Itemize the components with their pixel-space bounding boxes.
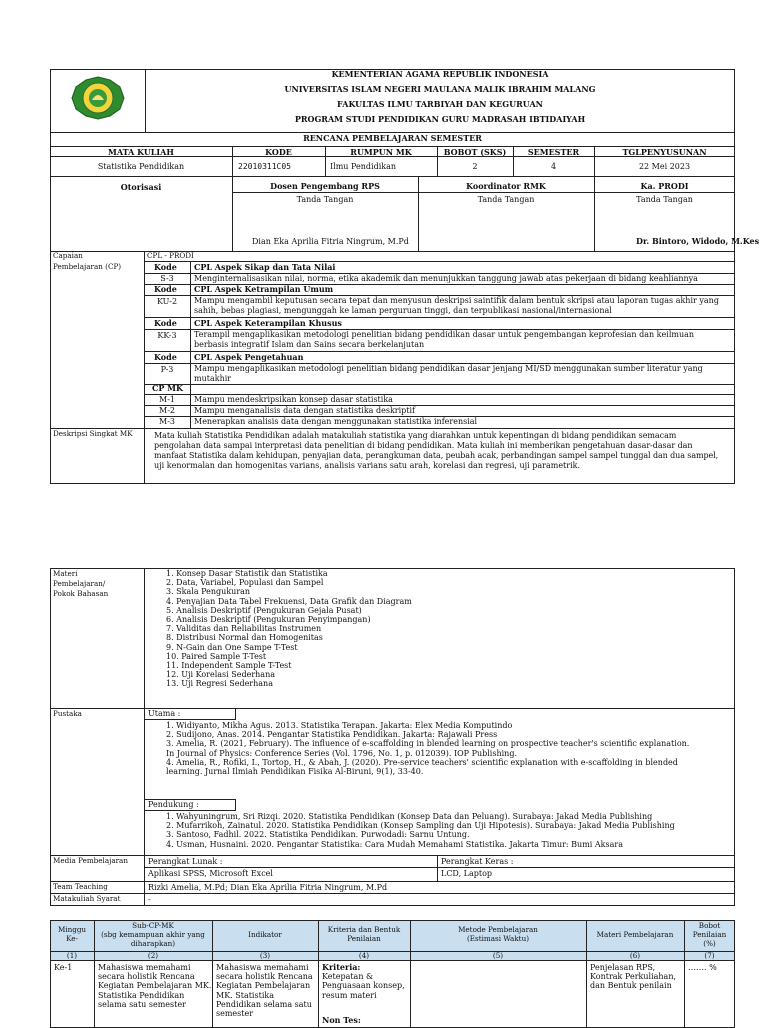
cpl-group-title-umum: CPL Aspek Ketrampilan Umum [194,284,334,294]
cpmk-code-m3: M-3 [159,417,175,426]
team-value: Rizki Amelia, M.Pd; Dian Eka Aprilia Fitria Ningrum, M.Pd [148,883,388,892]
cp-label-2: Pembelajaran (CP) [53,262,122,271]
list-item: 2. Sudijono, Anas. 2014. Pengantar Statistika Pendidikan. Jakarta: Rajawali Press [166,730,498,740]
description-line-4: uji kenormalan dan homogenitas varians, analisis varians satu arah, korelasi dan regresi, uji parametrik. [154,461,581,470]
course-header-tgl: TGLPENYUSUNAN [622,147,707,157]
bobot-value: ……. % [688,963,717,972]
course-rumpun: Ilmu Pendidikan [330,162,397,171]
kode-label-1: Kode [154,262,177,272]
col-number-5: (5) [492,951,504,960]
cpmk-code-m2: M-2 [159,406,175,415]
kode-label-3: Kode [154,318,177,328]
materi-line: Penjelasan RPS, [590,963,656,972]
pendukung-list [166,812,675,849]
course-date: 22 Mei 2023 [638,162,691,171]
cpl-group-title-sikap: CPL Aspek Sikap dan Tata Nilai [194,262,336,272]
subcp-text [98,963,211,1009]
kode-label-4: Kode [154,352,177,362]
indikator-line: MK. Statistika [216,990,274,1000]
utama-label: Utama : [148,709,181,718]
list-item: 3. Santoso, Fadhil. 2022. Statistika Pendidikan. Purwodadi: Sarnu Untung. [166,830,470,840]
list-item: 3. Skala Pengukuran [166,587,251,597]
course-header-bobot: BOBOT (SKS) [443,147,507,157]
list-item: 1. Wahyuningrum, Sri Rizqi. 2020. Statistika Pendidikan (Konsep Data dan Peluang). Surabaya: Jakad Media Publishing [166,812,653,821]
col-number-3: (3) [259,951,271,960]
kriteria-line: Penguasaan konsep, [322,981,405,991]
weekly-header-indikator: Indikator [248,930,282,939]
list-item: 1. Widiyanto, Mikha Agus. 2013. Statistika Terapan. Jakarta: Elex Media Komputindo [166,721,513,730]
weekly-header-bobot-3: (%) [703,939,716,948]
kode-label-2: Kode [154,284,177,294]
materi-text [590,963,676,991]
sign-label-dosen: Tanda Tangan [296,195,354,204]
kaprodi-name: Dr. Bintoro, Widodo, M.Kes [636,236,760,246]
list-item: 13. Uji Regresi Sederhana [166,679,273,689]
list-item: 4. Usman, Husnaini. 2020. Pengantar Statistika: Cara Mudah Memahami Statistika. Jakarta Timur: Bumi Aksara [166,839,623,849]
cpl-text-kk3-line1: Terampil mengaplikasikan metodologi penelitian bidang pendidikan dasar untuk pengembangan keprofesian dan keilmuan [194,330,695,339]
indikator-text [216,963,313,1018]
cpmk-text-m2: Mampu menganalisis data dengan statistika deskriptif [194,406,416,415]
kriteria-line: resum materi [322,990,377,1000]
weekly-header-materi: Materi Pembelajaran [596,930,674,939]
indikator-line: Pendidikan selama satu [216,999,312,1009]
cp-label-1: Capaian [53,251,83,260]
university-logo [70,76,126,120]
institution-header [145,69,735,132]
week-number: Ke-1 [54,963,73,972]
col-number-2: (2) [147,951,159,960]
weekly-header-kriteria-2: Penilaian [347,934,381,943]
weekly-header-bobot-1: Bobot [698,921,721,930]
indikator-line: secara holistik Rencana [216,972,313,982]
course-header-kode: KODE [265,147,292,157]
list-item: 9. N-Gain dan One Sampe T-Test [166,642,298,652]
course-header-semester: SEMESTER [527,147,580,157]
list-item: 7. Validitas dan Reliabilitas Instrumen [166,624,322,634]
course-sks: 2 [472,162,478,171]
cpl-text-ku2-line2: sahih, bebas plagiasi, mengunggah ke laman perguruan tinggi, dan terpublikasi nasional/internasional [194,306,612,315]
cpl-code-p3: P-3 [160,365,174,374]
weekly-header-subcp-1: Sub-CP-MK [132,921,174,930]
weekly-header-bobot-2: Penilaian [692,930,727,939]
list-item: 5. Analisis Deskriptif (Pengukuran Gejala Pusat) [166,605,362,615]
indikator-line: Mahasiswa memahami [216,963,309,972]
course-name: Statistika Pendidikan [97,162,185,171]
course-header-rumpun: RUMPUN MK [350,147,412,157]
syarat-value: - [148,895,151,904]
indikator-line: semester [216,1009,254,1019]
weekly-header-subcp-2: (sbg kemampuan akhir yang [101,930,205,939]
weekly-header-kriteria-1: Kriteria dan Bentuk [327,925,401,934]
materi-list [166,569,412,689]
materi-label-3: Pokok Bahasan [53,589,109,598]
weekly-header-minggu-2: Ke- [66,934,78,943]
sign-label-koordinator: Tanda Tangan [477,195,535,204]
materi-label-2: Pembelajaran/ [53,579,106,588]
software-label: Perangkat Lunak : [148,857,223,866]
list-item: 12. Uji Korelasi Sederhana [166,670,275,680]
col-number-7: (7) [704,951,715,960]
cpmk-label: CP MK [152,383,183,393]
kriteria-title: Kriteria: [322,962,361,972]
col-number-4: (4) [358,951,370,960]
document-title: RENCANA PEMBELAJARAN SEMESTER [303,133,482,143]
list-item: 4. Penyajian Data Tabel Frekuensi, Data Grafik dan Diagram [166,596,412,606]
description-line-2: pengolahan data sampai interpretasi data penelitian di bidang pendidikan. Mata kuliah ini memberikan pengetahuan dasar-dasar dan [154,441,693,450]
kriteria-text [322,963,405,1000]
weekly-header-metode-1: Metode Pembelajaran [458,925,538,934]
subcp-line: Mahasiswa memahami [98,963,191,972]
weekly-header-minggu-1: Minggu [57,925,87,934]
list-item: 11. Independent Sample T-Test [166,661,292,671]
cpl-group-title-khusus: CPL Aspek Keterampilan Khusus [194,318,342,328]
list-item: learning. Jurnal Ilmiah Pendidikan Fisika Al-Biruni, 9(1), 33-40. [166,767,424,777]
cpmk-text-m1: Mampu mendeskripsikan konsep dasar statistika [194,395,393,404]
list-item: 6. Analisis Deskriptif (Pengukuran Penyimpangan) [166,615,371,625]
pendukung-label: Pendukung : [148,800,199,809]
software-value: Aplikasi SPSS, Microsoft Excel [148,869,273,878]
hardware-label: Perangkat Keras : [441,857,514,866]
cpl-text-p3-line2: mutakhir [194,374,232,383]
list-item: 2. Mufarrikoh, Zainatul. 2020. Statistika Pendidikan (Konsep Sampling dan Uji Hipotesis). Surabaya: Jakad Media Publishing [166,821,675,831]
header-line-2: UNIVERSITAS ISLAM NEGERI MAULANA MALIK IBRAHIM MALANG [284,84,596,94]
utama-list [166,721,689,776]
materi-line: dan Bentuk penilain [590,981,672,991]
subcp-line: secara holistik Rencana [98,972,195,982]
authorization-label: Otorisasi [120,182,162,192]
weekly-header-metode-2: (Estimasi Waktu) [466,934,530,943]
cpl-code-s3: S-3 [160,274,174,283]
hardware-value: LCD, Laptop [441,869,493,878]
cpl-code-kk3: KK-3 [157,331,177,340]
materi-line: Kontrak Perkuliahan, [590,972,677,982]
cpl-text-ku2-line1: Mampu mengambil keputusan secara tepat dan menyusun deskripsi saintifik dalam bentuk skripsi atau laporan tugas akhir yang [194,296,719,305]
subcp-line: Kegiatan Pembelajaran MK. [98,981,212,991]
list-item: 3. Amelia, R. (2021, February). The influence of e-scaffolding in blended learning on prospective teacher's scientific explanation. [166,739,690,749]
dosen-name: Dian Eka Aprilia Fitria Ningrum, M.Pd [252,237,409,246]
auth-header-dosen: Dosen Pengembang RPS [270,181,380,191]
description-line-1: Mata kuliah Statistika Pendidikan adalah matakuliah statistika yang diarahkan untuk kepentingan di bidang pendidikan semacam [154,431,677,440]
auth-header-kaprodi: Ka. PRODI [640,181,689,191]
cp-section [50,251,735,428]
nontes-label: Non Tes: [322,1015,361,1025]
cpmk-code-m1: M-1 [159,395,175,404]
header-line-4: PROGRAM STUDI PENDIDIKAN GURU MADRASAH IBTIDAIYAH [294,114,586,124]
indikator-line: Kegiatan Pembelajaran [216,981,311,991]
subcp-line: selama satu semester [98,999,186,1009]
team-label: Team Teaching [53,882,108,891]
kriteria-line: Ketepatan & [322,972,374,982]
header-line-3: FAKULTAS ILMU TARBIYAH DAN KEGURUAN [337,99,543,109]
sign-label-kaprodi: Tanda Tangan [636,195,693,204]
header-line-1: KEMENTERIAN AGAMA REPUBLIK INDONESIA [331,69,549,79]
cpl-prodi-label: CPL - PRODI [147,251,194,260]
document-title-row [50,133,735,145]
materi-label-1: Materi [53,569,78,578]
subcp-line: Statistika Pendidikan [98,990,185,1000]
col-number-6: (6) [629,951,641,960]
list-item: 2. Data, Variabel, Populasi dan Sampel [166,578,324,588]
media-label: Media Pembelajaran [53,856,128,865]
weekly-header-subcp-3: diharapkan) [130,939,176,948]
description-line-3: manfaat Statistika dalam kehidupan, penyajian data, perangkuman data, peubah acak, perbandingan sampel sampel tunggal dan dua sampel, [154,451,719,460]
course-semester: 4 [550,162,557,171]
col-number-1: (1) [66,951,78,960]
cpmk-text-m3: Menerapkan analisis data dengan menggunakan statistika inferensial [194,417,478,426]
list-item: 4. Amelia, R., Rofiki, I., Tortop, H., & Abah, J. (2020). Pre-service teachers' scientific explanation with e-scaffolding in blended [166,757,678,767]
cpl-text-s3: Menginternalisasikan nilai, norma, etika akademik dan menunjukkan tanggung jawab atas pekerjaan di bidang keahliannya [194,274,698,283]
list-item: 8. Distribusi Normal dan Homogenitas [166,633,323,643]
pustaka-label: Pustaka [53,709,82,718]
list-item: In Journal of Physics: Conference Series (Vol. 1796, No. 1, p. 012039). IOP Publishing. [166,748,517,758]
cpl-code-ku2: KU-2 [156,297,178,306]
list-item: 1. Konsep Dasar Statistik dan Statistika [166,569,328,578]
cpl-text-p3-line1: Mampu mengaplikasikan metodologi penelitian bidang pendidikan dasar jenjang MI/SD menggunakan sumber literatur yang [194,364,703,373]
auth-header-koordinator: Koordinator RMK [466,181,546,191]
course-code: 22010311C05 [238,162,291,171]
course-header-mata-kuliah: MATA KULIAH [108,147,174,157]
course-info-table [50,146,735,176]
authorization-block [50,176,760,251]
cpl-group-title-pengetahuan: CPL Aspek Pengetahuan [194,352,304,362]
cpl-text-kk3-line2: berbasis integratif Islam dan Sains secara berkelanjutan [194,340,425,349]
course-description [50,428,735,484]
syarat-label: Matakuliah Syarat [53,894,121,903]
description-label: Deskripsi Singkat MK [53,429,133,438]
list-item: 10. Paired Sample T-Test [166,651,267,661]
